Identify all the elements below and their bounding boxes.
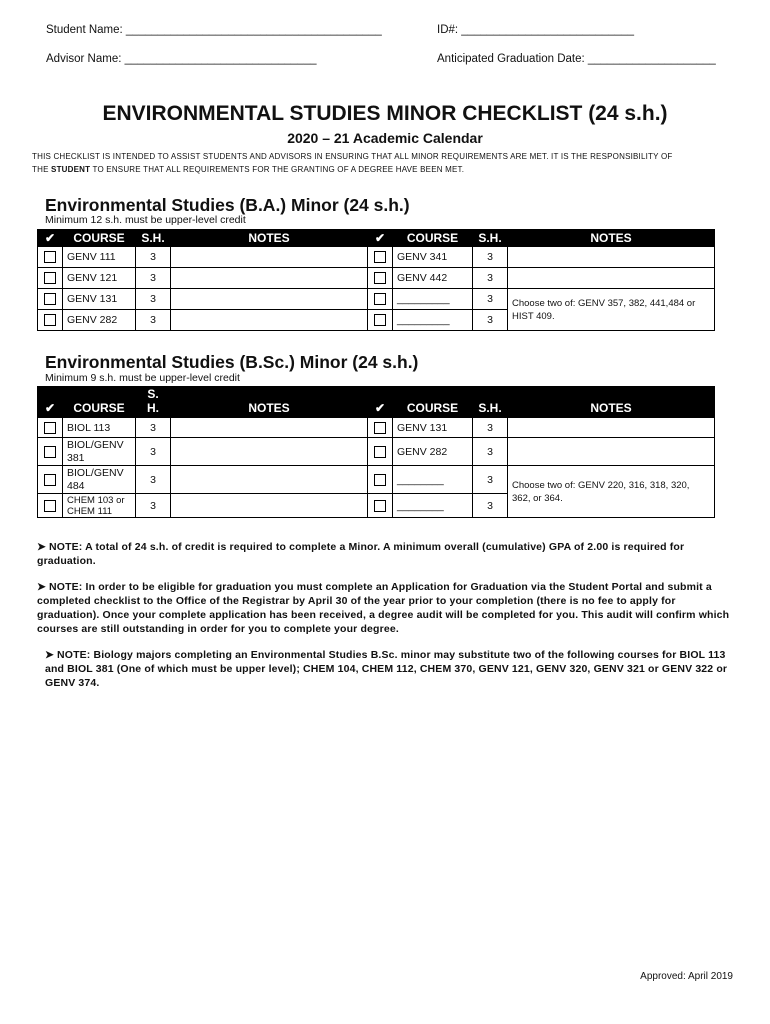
course-cell: CHEM 103 or CHEM 111 <box>63 494 136 518</box>
course-blank-cell[interactable]: _________ <box>393 310 473 331</box>
ba-checklist-table <box>37 229 715 331</box>
bsc-check-header-right: ✔ <box>368 387 393 418</box>
sh-cell: 3 <box>136 268 171 289</box>
advisor-name-field[interactable]: Advisor Name: ______________________________ <box>46 53 317 65</box>
ba-course-header-left: COURSE <box>63 230 136 247</box>
note-graduation-application: ➤ NOTE: In order to be eligible for graduation you must complete an Application for Graduation via the Student Portal and submit a completed checklist to the Office of the Registrar by April 30 of the year prior to your completion (there is no fee to apply for graduation). Once your complete application has been received, a degree audit will be completed for you. This audit will confirm which courses are still outstanding in order for you to complete your degree. <box>37 581 730 635</box>
ba-check-header-left: ✔ <box>38 230 63 247</box>
choose-note-cell: Choose two of: GENV 220, 316, 318, 320, 362, or 364. <box>508 466 715 518</box>
course-cell: GENV 131 <box>63 289 136 310</box>
checkbox[interactable] <box>38 289 63 310</box>
ba-course-header-right: COURSE <box>393 230 473 247</box>
checkbox[interactable] <box>38 310 63 331</box>
table-row <box>38 466 715 494</box>
course-cell: GENV 111 <box>63 247 136 268</box>
checkbox[interactable] <box>38 418 63 438</box>
bsc-checklist-table <box>37 386 715 518</box>
approved-date: Approved: April 2019 <box>640 971 733 982</box>
course-cell: GENV 442 <box>393 268 473 289</box>
course-blank-cell[interactable]: _________ <box>393 289 473 310</box>
course-cell: BIOL/GENV 381 <box>63 438 136 466</box>
ba-notes-header-right: NOTES <box>508 230 715 247</box>
checkbox[interactable] <box>368 247 393 268</box>
bsc-course-header-left: COURSE <box>63 387 136 418</box>
choose-note-cell: Choose two of: GENV 357, 382, 441,484 or HIST 409. <box>508 289 715 331</box>
ba-header-row <box>38 230 715 247</box>
intro-line-2 <box>32 163 742 176</box>
sh-cell: 3 <box>136 289 171 310</box>
sh-cell: 3 <box>136 418 171 438</box>
course-cell: BIOL/GENV 484 <box>63 466 136 494</box>
sh-cell: 3 <box>473 247 508 268</box>
checkbox[interactable] <box>38 494 63 518</box>
sh-cell: 3 <box>136 310 171 331</box>
notes-cell[interactable] <box>171 494 368 518</box>
intro-text <box>32 150 742 176</box>
notes-cell[interactable] <box>171 418 368 438</box>
course-cell: GENV 121 <box>63 268 136 289</box>
sh-cell: 3 <box>136 438 171 466</box>
checkbox[interactable] <box>368 466 393 494</box>
note-credit-requirement: ➤ NOTE: A total of 24 s.h. of credit is required to complete a Minor. A minimum overall (cumulative) GPA of 2.00 is required for graduation. <box>37 541 685 567</box>
ba-sh-header-left: S.H. <box>136 230 171 247</box>
bsc-minor-requirement: Minimum 9 s.h. must be upper-level credit <box>45 372 240 384</box>
sh-cell: 3 <box>473 418 508 438</box>
intro-line-2-post: TO ENSURE THAT ALL REQUIREMENTS FOR THE GRANTING OF A DEGREE HAVE BEEN MET. <box>90 165 465 174</box>
bsc-course-header-right: COURSE <box>393 387 473 418</box>
ba-sh-header-right: S.H. <box>473 230 508 247</box>
notes-cell[interactable] <box>508 438 715 466</box>
bsc-sh-header-right: S.H. <box>473 387 508 418</box>
sh-cell: 3 <box>473 466 508 494</box>
course-blank-cell[interactable]: ________ <box>393 494 473 518</box>
bsc-check-header-left: ✔ <box>38 387 63 418</box>
course-cell: GENV 341 <box>393 247 473 268</box>
sh-cell: 3 <box>136 466 171 494</box>
table-row <box>38 268 715 289</box>
table-row <box>38 438 715 466</box>
course-cell: GENV 282 <box>393 438 473 466</box>
sh-cell: 3 <box>473 268 508 289</box>
sh-cell: 3 <box>136 494 171 518</box>
notes-cell[interactable] <box>171 466 368 494</box>
checkbox[interactable] <box>368 268 393 289</box>
table-row <box>38 418 715 438</box>
checkbox[interactable] <box>368 438 393 466</box>
academic-calendar-subtitle: 2020 – 21 Academic Calendar <box>287 130 483 146</box>
course-cell: GENV 282 <box>63 310 136 331</box>
intro-student-word: STUDENT <box>51 165 91 174</box>
checkbox[interactable] <box>368 310 393 331</box>
notes-cell[interactable] <box>171 268 368 289</box>
ba-notes-header-left: NOTES <box>171 230 368 247</box>
bsc-header-row <box>38 387 715 418</box>
notes-cell[interactable] <box>508 418 715 438</box>
checkbox[interactable] <box>368 494 393 518</box>
notes-cell[interactable] <box>508 268 715 289</box>
sh-cell: 3 <box>136 247 171 268</box>
student-name-field[interactable]: Student Name: ________________________________________ <box>46 24 382 36</box>
ba-check-header-right: ✔ <box>368 230 393 247</box>
sh-cell: 3 <box>473 494 508 518</box>
checkbox[interactable] <box>38 268 63 289</box>
notes-cell[interactable] <box>171 438 368 466</box>
checkbox[interactable] <box>38 247 63 268</box>
course-cell: BIOL 113 <box>63 418 136 438</box>
bsc-notes-header-right: NOTES <box>508 387 715 418</box>
ba-minor-requirement: Minimum 12 s.h. must be upper-level credit <box>45 214 246 226</box>
bsc-sh-header-left: S. H. <box>136 387 171 418</box>
checkbox[interactable] <box>38 466 63 494</box>
checkbox[interactable] <box>368 289 393 310</box>
note-biology-majors: ➤ NOTE: Biology majors completing an Environmental Studies B.Sc. minor may substitute two of the following courses for BIOL 113 and BIOL 381 (One of which must be upper level); CHEM 104, CHEM 112, CHEM 370, GENV 121, GENV 320, GENV 321 or GENV 322 or GENV 374. <box>45 649 728 689</box>
notes-cell[interactable] <box>508 247 715 268</box>
checkbox[interactable] <box>368 418 393 438</box>
table-row <box>38 247 715 268</box>
checkbox[interactable] <box>38 438 63 466</box>
bsc-minor-title: Environmental Studies (B.Sc.) Minor (24 s.h.) <box>45 352 419 372</box>
sh-cell: 3 <box>473 438 508 466</box>
course-blank-cell[interactable]: ________ <box>393 466 473 494</box>
notes-cell[interactable] <box>171 289 368 310</box>
graduation-date-field[interactable]: Anticipated Graduation Date: ____________________ <box>437 53 716 65</box>
bsc-notes-header-left: NOTES <box>171 387 368 418</box>
table-row <box>38 289 715 310</box>
sh-cell: 3 <box>473 289 508 310</box>
notes-cell[interactable] <box>171 310 368 331</box>
notes-cell[interactable] <box>171 247 368 268</box>
page-title: ENVIRONMENTAL STUDIES MINOR CHECKLIST (24 s.h.) <box>102 102 668 125</box>
intro-line-2-pre: THE <box>32 165 52 174</box>
course-cell: GENV 131 <box>393 418 473 438</box>
id-field[interactable]: ID#: ___________________________ <box>437 24 634 36</box>
sh-cell: 3 <box>473 310 508 331</box>
ba-minor-title: Environmental Studies (B.A.) Minor (24 s.h.) <box>45 195 410 215</box>
intro-line-1: THIS CHECKLIST IS INTENDED TO ASSIST STUDENTS AND ADVISORS IN ENSURING THAT ALL MINOR REQUIREMENTS ARE MET. IT IS THE RESPONSIBILITY OF <box>32 152 673 161</box>
